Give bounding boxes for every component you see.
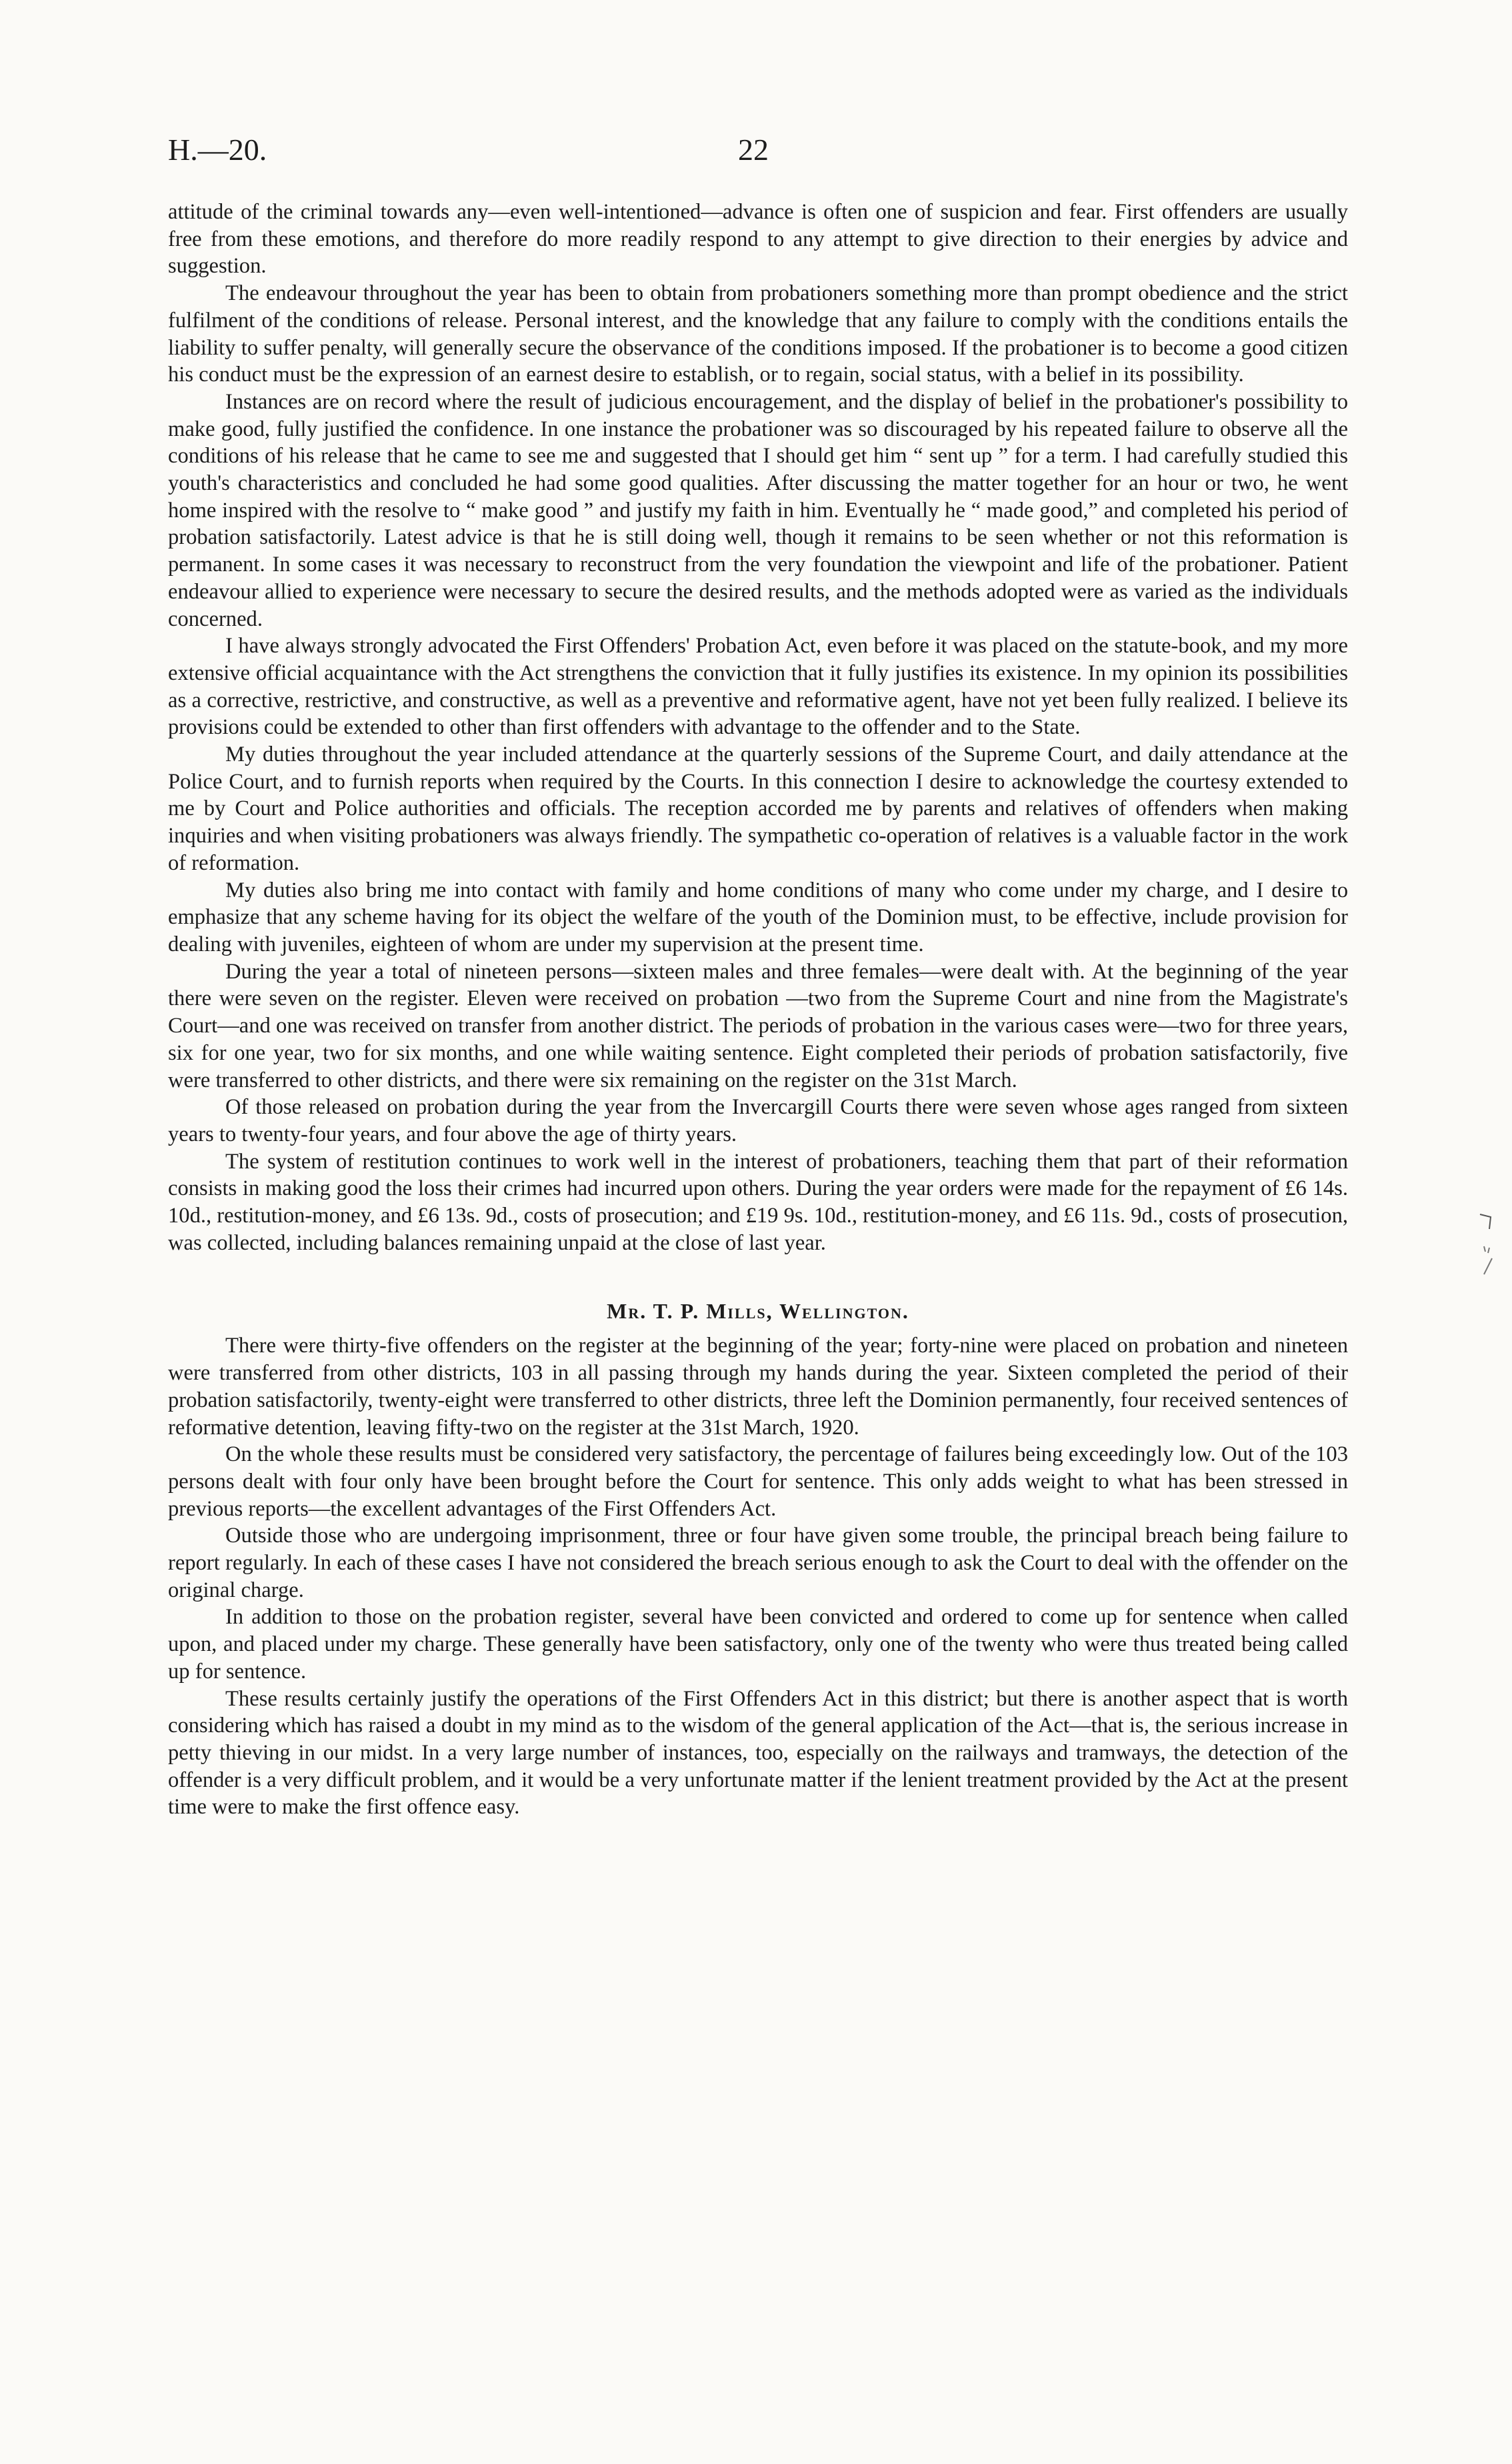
paragraph: During the year a total of nineteen persons—sixteen males and three females—were dealt with. At the beginning of the year there were seven on the register. Eleven were received on probation —two from the Supreme Court and nine from the Magistrate's Court—and one was received on transfer from another district. The periods of probation in the various cases were—two for three years, six for one year, two for six months, and one while waiting sentence. Eight completed their periods of probation satisfactorily, five were transferred to other districts, and there were six remaining on the register on the 31st March.: [168, 959, 1348, 1092]
paragraph: Outside those who are undergoing imprisonment, three or four have given some trouble, the principal breach being failure to report regularly. In each of these cases I have not considered the breach serious enough to ask the Court to deal with the offender on the original charge.: [168, 1524, 1348, 1602]
report-continuation: [168, 199, 1348, 1256]
paragraph: The endeavour throughout the year has been to obtain from probationers something more than prompt obedience and the strict fulfilment of the conditions of release. Personal interest, and the knowledge that any failure to comply with the conditions entails the liability to suffer penalty, will generally secure the observance of the conditions imposed. If the probationer is to become a good citizen his conduct must be the expression of an earnest desire to establish, or to regain, social status, with a belief in its possibility.: [168, 281, 1348, 387]
page-header: [168, 130, 1341, 177]
paragraph: These results certainly justify the operations of the First Offenders Act in this district; but there is another aspect that is worth considering which has raised a doubt in my mind as to the wisdom of the general application of the Act—that is, the serious increase in petty thieving in our midst. In a very large number of instances, too, especially on the railways and tramways, the detection of the offender is a very difficult problem, and it would be a very unfortunate matter if the lenient treatment provided by the Act at the present time were to make the first offence easy.: [168, 1686, 1348, 1820]
paragraph: My duties also bring me into contact with family and home conditions of many who come under my charge, and I desire to emphasize that any scheme having for its object the welfare of the youth of the Dominion must, to be effective, include provision for dealing with juveniles, eighteen of whom are under my supervision at the present time.: [168, 878, 1348, 956]
document-reference: H.—20.: [168, 133, 267, 167]
paragraph: In addition to those on the probation register, several have been convicted and ordered to come up for sentence when called upon, and placed under my charge. These generally have been satisfactory, only one of the twenty who were thus treated being called up for sentence.: [168, 1605, 1348, 1684]
paragraph: Of those released on probation during the year from the Invercargill Courts there were seven whose ages ranged from sixteen years to twenty-four years, and four above the age of thirty years.: [168, 1095, 1348, 1146]
section-heading: Mr. T. P. Mills, Wellington.: [607, 1299, 909, 1324]
paragraph: The system of restitution continues to work well in the interest of probationers, teaching them that part of their reformation consists in making good the loss their crimes had incurred upon others. During the year orders were made for the repayment of £6 14s. 10d., restitution-money, and £6 13s. 9d., costs of prosecution; and £19 9s. 10d., restitution-money, and £6 11s. 9d., costs of prosecution, was collected, including balances remaining unpaid at the close of last year.: [168, 1149, 1348, 1255]
page-number: 22: [738, 133, 769, 167]
paragraph: On the whole these results must be considered very satisfactory, the percentage of failures being exceedingly low. Out of the 103 persons dealt with four only have been brought before the Court for sentence. This only adds weight to what has been stressed in previous reports—the excellent advantages of the First Offenders Act.: [168, 1442, 1348, 1521]
paragraph: Instances are on record where the result of judicious encouragement, and the display of belief in the probationer's possibility to make good, fully justified the confidence. In one instance the probationer was so discouraged by his repeated failure to observe all the conditions of his release that he came to see me and suggested that I should get him “ sent up ” for a term. I had carefully studied this youth's characteristics and concluded he had some good qualities. After discussing the matter together for an hour or two, he went home inspired with the resolve to “ make good ” and justify my faith in him. Eventually he “ made good,” and completed his period of probation satisfactorily. Latest advice is that he is still doing well, though it remains to be seen whether or not this reformation is permanent. In some cases it was necessary to reconstruct from the very foundation the viewpoint and life of the probationer. Patient endeavour allied to experience were necessary to secure the desired results, and the methods adopted were as varied as the individuals concerned.: [168, 389, 1348, 631]
paragraph: I have always strongly advocated the First Offenders' Probation Act, even before it was placed on the statute-book, and my more extensive official acquaintance with the Act strengthens the conviction that it fully justifies its existence. In my opinion its possibilities as a corrective, restrictive, and constructive, as well as a preventive and reformative agent, have not yet been fully realized. I believe its provisions could be extended to other than first offenders with advantage to the offender and to the State.: [168, 634, 1348, 740]
margin-scratch-mark: [1477, 1212, 1497, 1278]
paragraph: There were thirty-five offenders on the register at the beginning of the year; forty-nine were placed on probation and nineteen were transferred from other districts, 103 in all passing through my hands during the year. Sixteen completed the period of their probation satisfactorily, twenty-eight were transferred to other districts, three left the Dominion permanently, four received sentences of reformative detention, leaving fifty-two on the register at the 31st March, 1920.: [168, 1334, 1348, 1440]
report-wellington: [168, 1298, 1348, 1821]
page-body: [168, 199, 1348, 1821]
paragraph: attitude of the criminal towards any—even well-intentioned—advance is often one of suspicion and fear. First offenders are usually free from these emotions, and therefore do more readily respond to any attempt to give direction to their energies by advice and suggestion.: [168, 200, 1348, 279]
paragraph: My duties throughout the year included attendance at the quarterly sessions of the Supreme Court, and daily attendance at the Police Court, and to furnish reports when required by the Courts. In this connection I desire to acknowledge the courtesy extended to me by Court and Police authorities and officials. The reception accorded me by parents and relatives of offenders when making inquiries and when visiting probationers was always friendly. The sympathetic co-operation of relatives is a valuable factor in the work of reformation.: [168, 742, 1348, 875]
